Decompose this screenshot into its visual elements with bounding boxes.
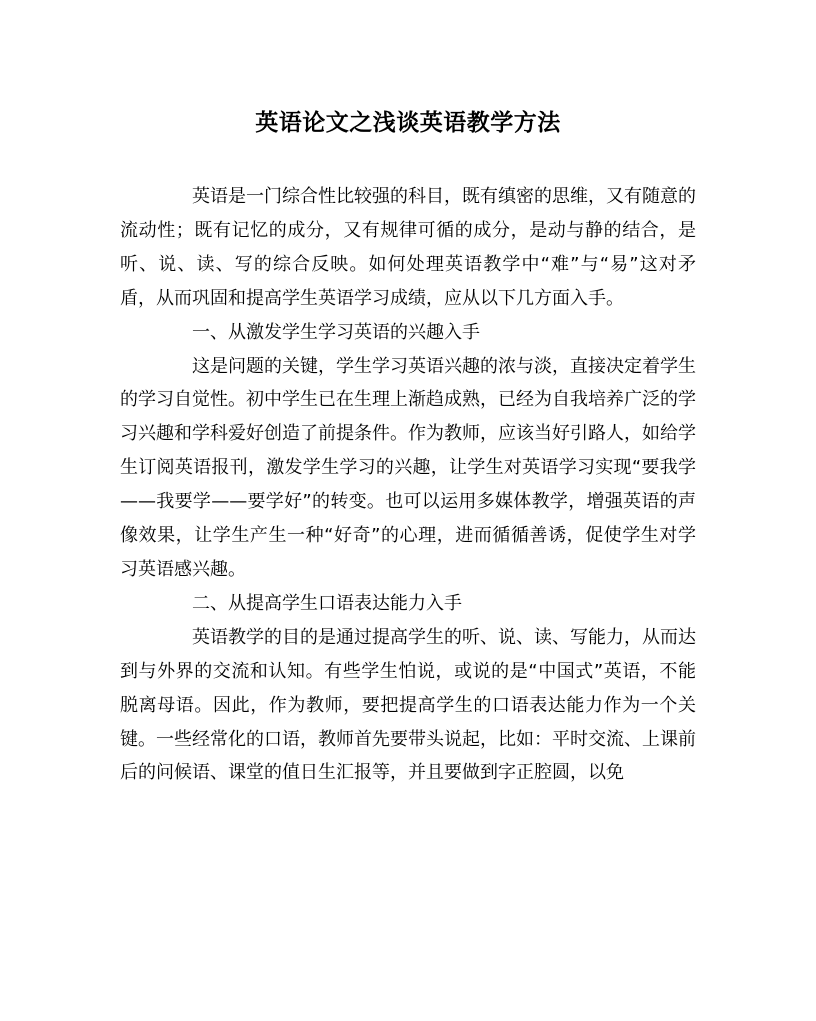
document-title: 英语论文之浅谈英语教学方法 (255, 109, 561, 136)
document-body (120, 180, 696, 790)
paragraph-interest: 这是问题的关键，学生学习英语兴趣的浓与淡，直接决定着学生的学习自觉性。初中学生已在生理上渐趋成熟，已经为自我培养广泛的学习兴趣和学科爱好创造了前提条件。作为教师，应该当好引路人，如给学生订阅英语报刊，激发学生学习的兴趣，让学生对英语学习实现“要我学——我要学——要学好”的转变。也可以运用多媒体教学，增强英语的声像效果，让学生产生一种“好奇”的心理，进而循循善诱，促使学生对学习英语感兴趣。 (120, 355, 696, 580)
section-heading-2: 二、从提高学生口语表达能力入手 (192, 592, 462, 614)
paragraph-intro: 英语是一门综合性比较强的科目，既有缜密的思维，又有随意的流动性；既有记忆的成分，又有规律可循的成分，是动与静的结合，是听、说、读、写的综合反映。如何处理英语教学中“难”与“易”这对矛盾，从而巩固和提高学生英语学习成绩，应从以下几方面入手。 (120, 186, 696, 309)
section-heading-1: 一、从激发学生学习英语的兴趣入手 (192, 321, 480, 343)
paragraph-oral: 英语教学的目的是通过提高学生的听、说、读、写能力，从而达到与外界的交流和认知。有些学生怕说，或说的是“中国式”英语，不能脱离母语。因此，作为教师，要把提高学生的口语表达能力作为一个关键。一些经常化的口语，教师首先要带头说起，比如：平时交流、上课前后的问候语、课堂的值日生汇报等，并且要做到字正腔圆，以免 (120, 626, 696, 784)
